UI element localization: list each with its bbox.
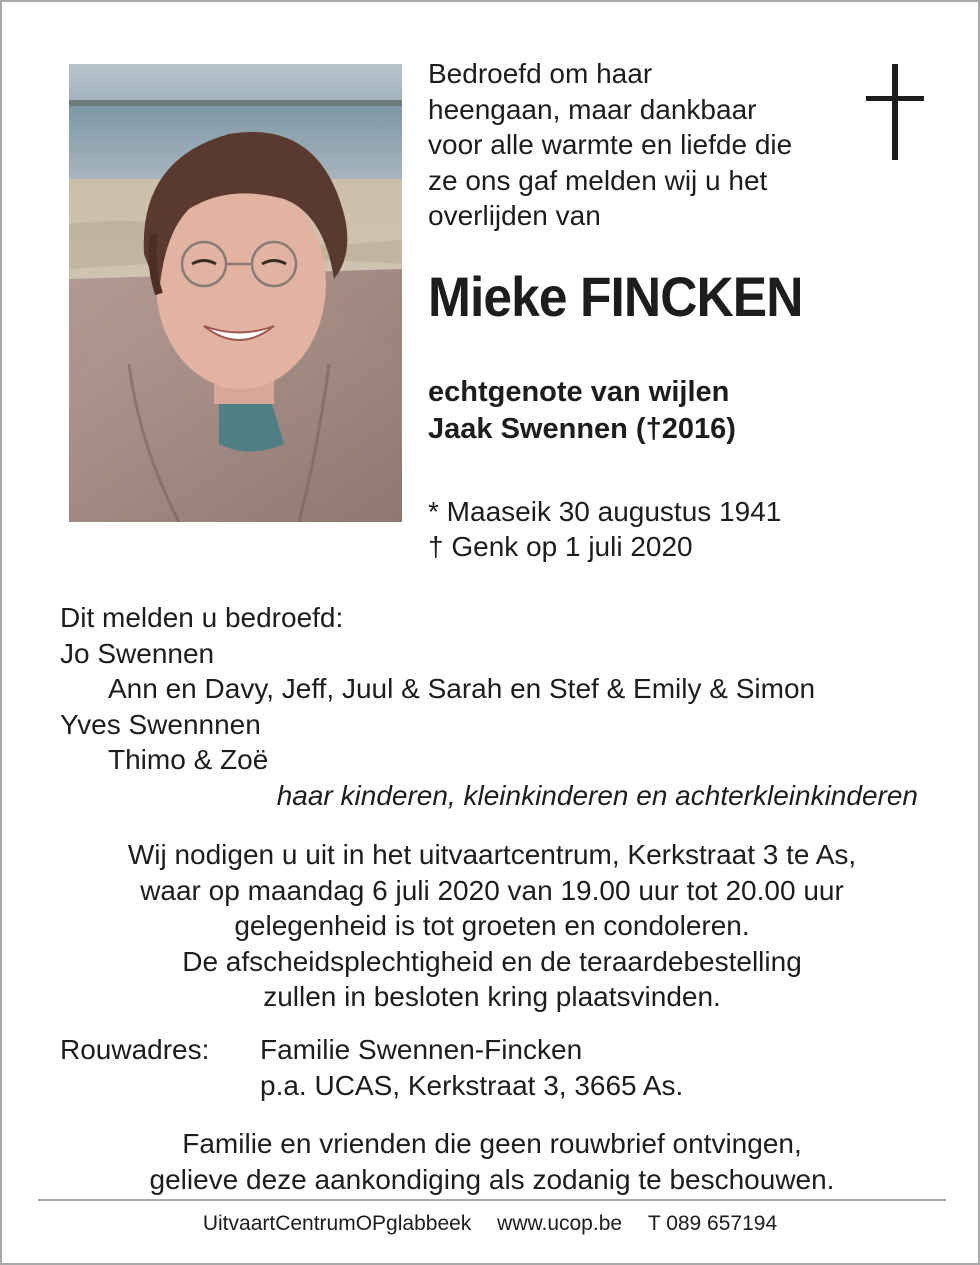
intro-text: [428, 56, 848, 234]
spouse-line: Jaak Swennen (†2016): [428, 413, 736, 445]
intro-line: voor alle warmte en liefde die: [428, 129, 793, 160]
footer-divider: [38, 1199, 946, 1201]
footer-phone: T 089 657194: [647, 1212, 778, 1235]
cross-icon: [866, 64, 924, 162]
life-dates: [428, 494, 781, 564]
intro-line: ze ons gaf melden wij u het: [428, 164, 768, 196]
portrait-image: [69, 64, 402, 522]
invitation-line: De afscheidsplechtigheid en de teraardebestelling: [182, 945, 802, 977]
notice-text: [42, 1126, 942, 1197]
death-date: † Genk op 1 juli 2020: [428, 531, 693, 562]
notice-line: gelieve deze aankondiging als zodanig te beschouwen.: [149, 1163, 835, 1195]
birth-date: * Maaseik 30 augustus 1941: [428, 496, 782, 527]
footer-company: UitvaartCentrumOPglabbeek: [202, 1212, 472, 1235]
family-heading: Dit melden u bedroefd:: [60, 602, 344, 633]
intro-line: Bedroefd om haar: [428, 58, 653, 89]
intro-line: heengaan, maar dankbaar: [428, 93, 757, 125]
address-label: Rouwadres:: [60, 1034, 210, 1065]
invitation-text: [42, 837, 942, 1015]
intro-line: overlijden van: [428, 200, 601, 231]
family-child: Yves Swennnen: [60, 708, 261, 740]
family-role: haar kinderen, kleinkinderen en achterkleinkinderen: [276, 779, 918, 811]
invitation-line: waar op maandag 6 juli 2020 van 19.00 uur tot 20.00 uur: [140, 874, 844, 906]
portrait-photo: [69, 64, 402, 522]
invitation-line: zullen in besloten kring plaatsvinden.: [263, 981, 721, 1012]
invitation-line: Wij nodigen u uit in het uitvaartcentrum, Kerkstraat 3 te As,: [127, 839, 857, 870]
family-grandchildren: Thimo & Zoë: [108, 744, 269, 775]
family-child: Jo Swennen: [60, 637, 215, 669]
address-line: p.a. UCAS, Kerkstraat 3, 3665 As.: [260, 1069, 684, 1101]
footer-website[interactable]: www.ucop.be: [497, 1212, 623, 1235]
spouse-line: echtgenote van wijlen: [428, 376, 730, 408]
deceased-name: Mieke FINCKEN: [428, 265, 803, 328]
invitation-line: gelegenheid is tot groeten en condoleren.: [234, 910, 750, 941]
family-grandchildren: Ann en Davy, Jeff, Juul & Sarah en Stef & Emily & Simon: [108, 673, 816, 704]
spouse-info: [428, 374, 736, 448]
footer: [2, 1212, 978, 1236]
address-value: [260, 1032, 683, 1103]
address-line: Familie Swennen-Fincken: [260, 1034, 583, 1065]
family-list: [60, 600, 930, 813]
notice-line: Familie en vrienden die geen rouwbrief ontvingen,: [182, 1128, 802, 1159]
